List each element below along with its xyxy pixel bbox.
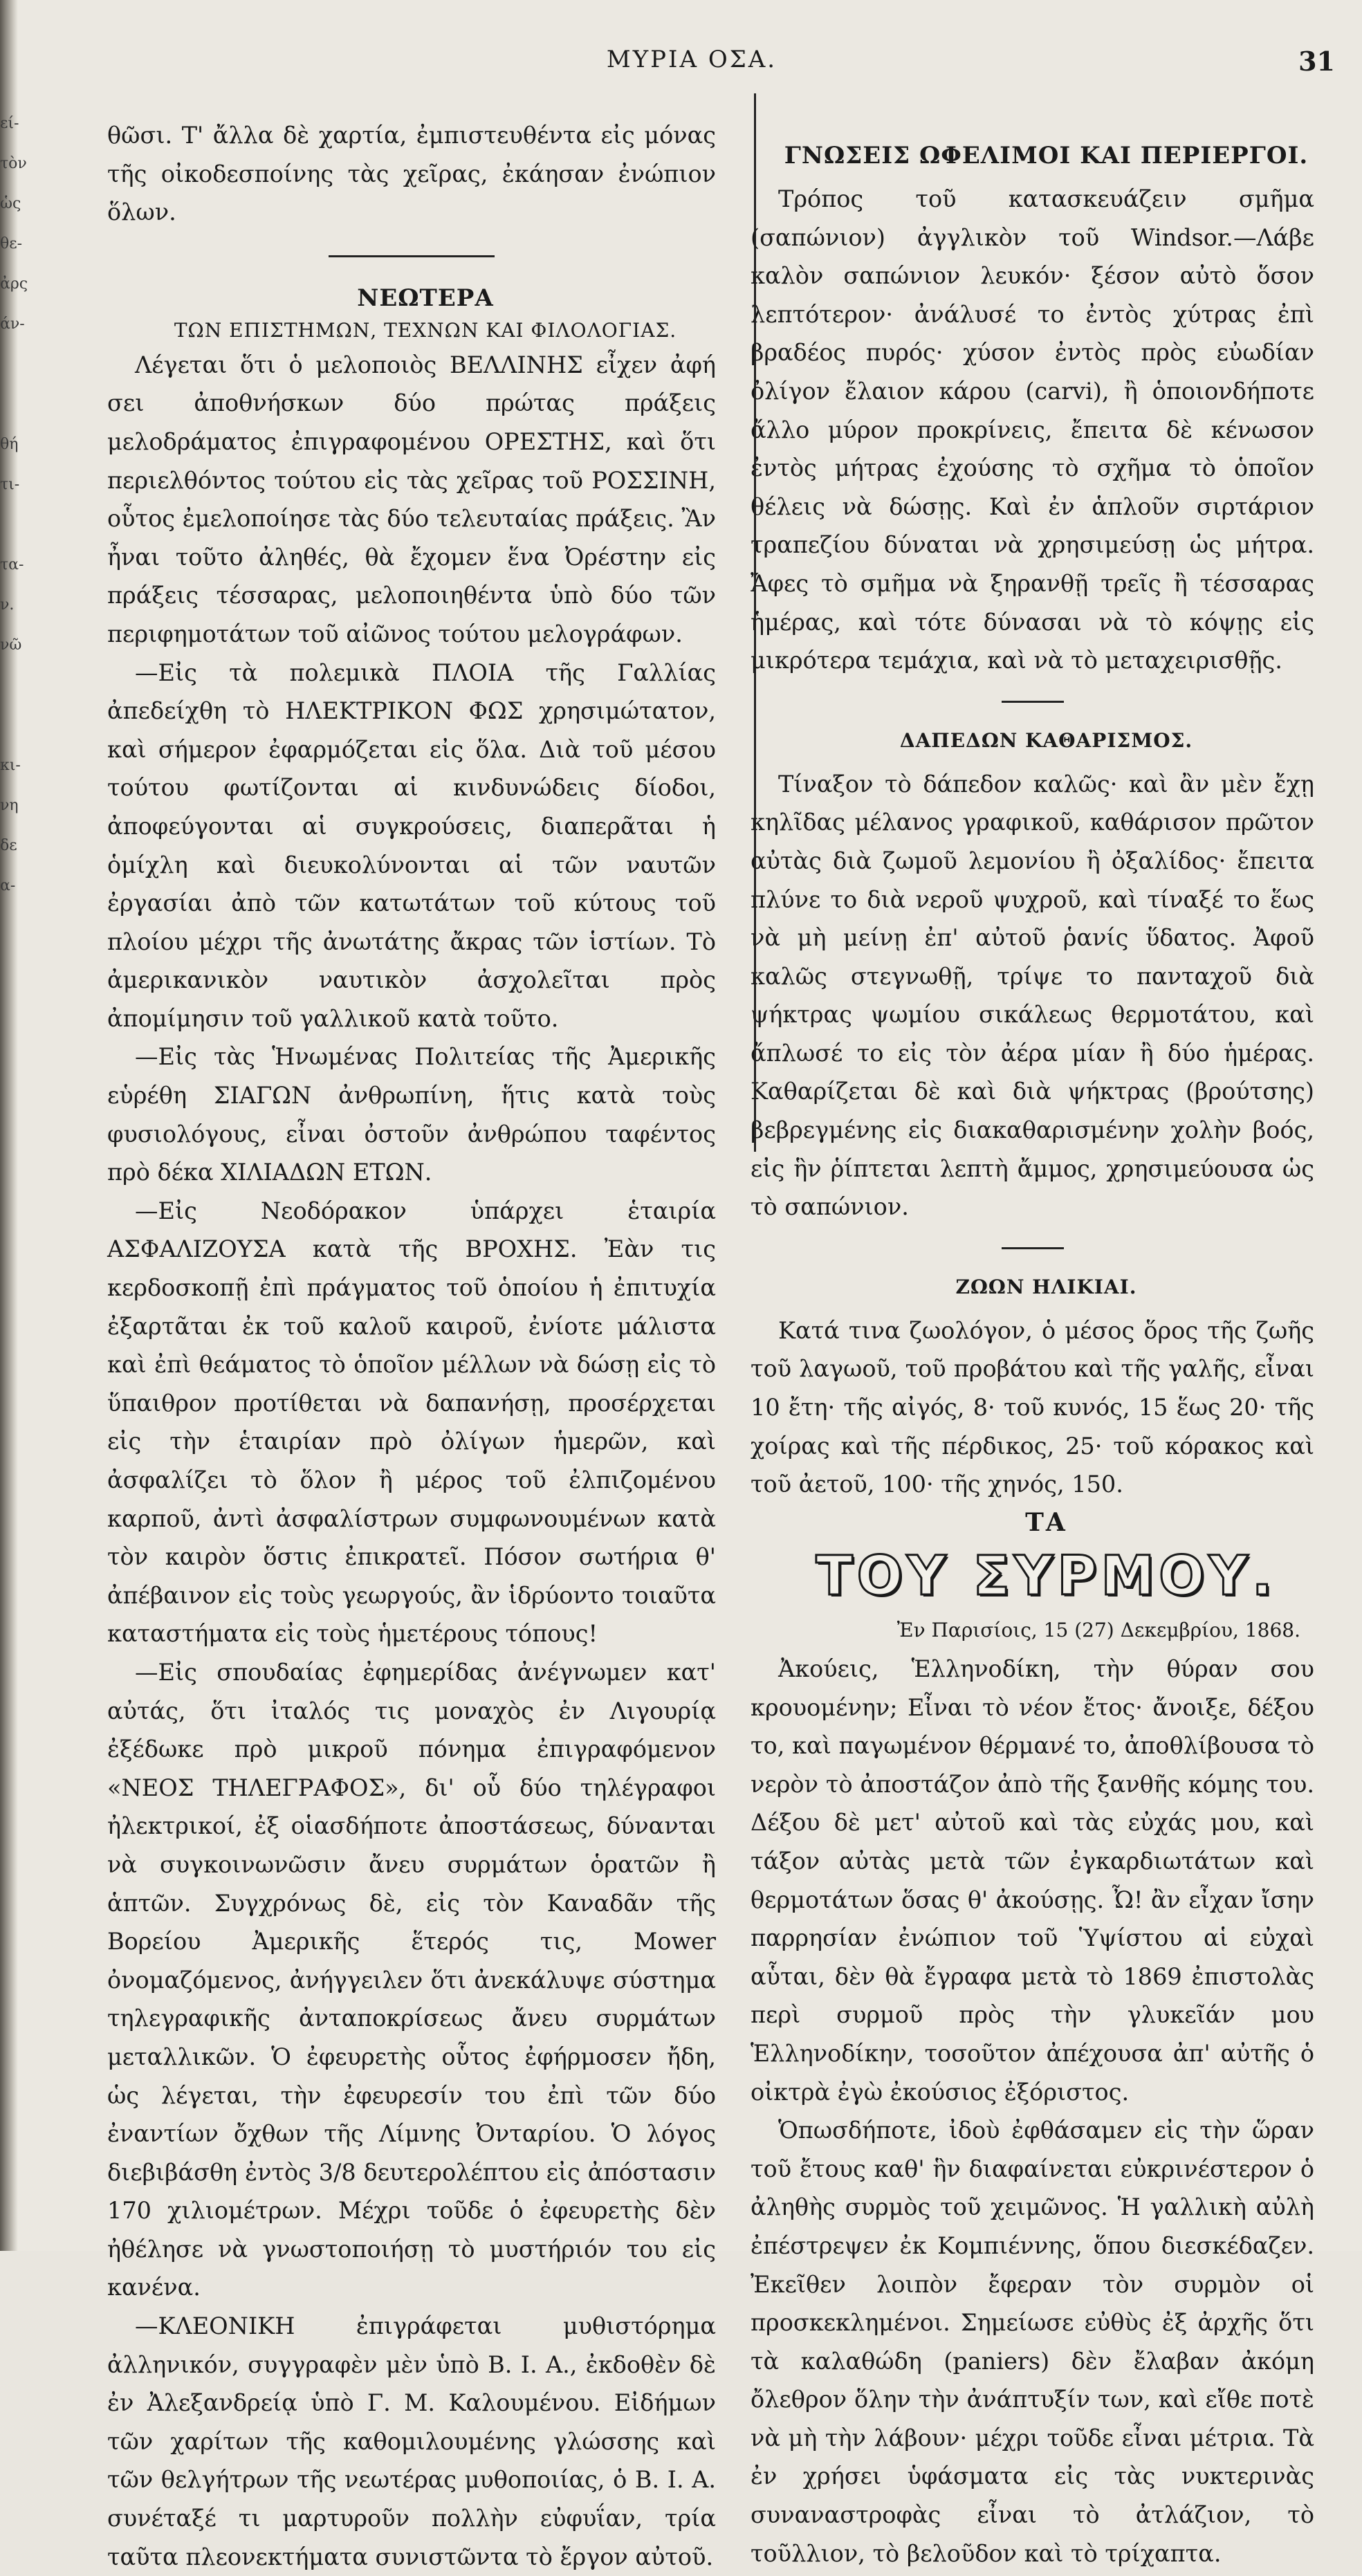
paragraph-continuation: θῶσι. Τ' ἄλλα δὲ χαρτία, ἐμπιστευθέντα εἰς μόνας τῆς οἰκοδεσποίνης τὰς χεῖρας, ἐκάησαν ἐνώπιον ὅλων. xyxy=(107,122,716,226)
running-title: ΜΥΡΙΑ ΟΣΑ. xyxy=(606,46,777,73)
article-soap: Τρόπος τοῦ κατασκευάζειν σμῆμα (σαπώνιον) ἀγγλικὸν τοῦ Windsor.—Λάβε καλὸν σαπώνιον λευκόν· ξέσον αὐτὸ ὅσον λεπτότερον· ἀνάλυσέ το ἐντὸς χύτρας ἐπὶ βραδέος πυρός· χύσον ἐντὸς πρὸς εὐωδίαν ὀλίγον ἔλαιον κάρου (carvi), ἢ ὁποιονδήποτε ἄλλο μύρον προκρίνεις, ἔπειτα δὲ κένωσον ἐντὸς μήτρας ἐχούσης τὸ σχῆμα τὸ ὁποῖον θέλεις νὰ δώσῃς. Καὶ ἐν ἁπλοῦν σιρτάριον τραπεζίου δύναται νὰ χρησιμεύσῃ ὡς μήτρα. Ἄφες τὸ σμῆμα νὰ ξηρανθῇ τρεῖς ἢ τέσσαρας ἡμέρας, καὶ τότε δύνασαι νὰ τὸ κόψῃς εἰς μικρότερα τεμάχια, καὶ νὰ τὸ μεταχειρισθῇς. xyxy=(751,185,1314,674)
dateline: Ἐν Παρισίοις, 15 (27) Δεκεμβρίου, 1868. xyxy=(896,1619,1300,1642)
news-item-kleoniki: —ΚΛΕΟΝΙΚΗ ἐπιγράφεται μυθιστόρημα ἀλληνικόν, συγγραφὲν μὲν ὑπὸ Β. Ι. Α., ἐκδοθὲν δὲ ἐν Ἀλεξανδρείᾳ ὑπὸ Γ. Μ. Καλουμένου. Εἰδήμων τῶν χαρίτων τῆς καθομιλουμένης γλώσσης καὶ τῶν θελγήτρων τῆς νεωτέρας μυθοποιίας, ὁ Β. Ι. Α. συνέταξέ τι μαρτυροῦν πολλὴν εὐφυΐαν, τρία ταῦτα πλεονεκτήματα συνιστῶντα τὸ ἔργον αὐτοῦ. xyxy=(107,2312,716,2570)
section-title-animal-ages: ΖΩΩΝ ΗΛΙΚΙΑΙ. xyxy=(955,1275,1137,1298)
news-item-electric-light: —Εἰς τὰ πολεμικὰ ΠΛΟΙΑ τῆς Γαλλίας ἀπεδείχθη τὸ ΗΛΕΚΤΡΙΚΟΝ ΦΩΣ χρησιμώτατον, καὶ σήμερον ἐφαρμόζεται εἰς ὅλα. Διὰ τοῦ μέσου τούτου φωτίζονται αἱ κινδυνώδεις δίοδοι, ἀποφεύγονται αἱ συγκρούσεις, διαπερᾶται ἡ ὁμίχλη καὶ διευκολύνονται αἱ τῶν ναυτῶν ἐργασίαι ἀπὸ τῶν κατωτάτων τοῦ κύτους τοῦ πλοίου μέχρι τῆς ἀνωτάτης ἄκρας τῶν ἱστίων. Τὸ ἀμερικανικὸν ναυτικὸν ἀσχολεῖται πρὸς ἀπομίμησιν τοῦ γαλλικοῦ κατὰ τοῦτο. xyxy=(107,659,716,1032)
news-item-telegraph: —Εἰς σπουδαίας ἐφημερίδας ἀνέγνωμεν κατ' αὐτάς, ὅτι ἰταλός τις μοναχὸς ἐν Λιγουρίᾳ ἐξέδωκε πρὸ μικροῦ πόνημα ἐπιγραφόμενον «ΝΕΟΣ ΤΗΛΕΓΡΑΦΟΣ», δι' οὗ δύο τηλέγραφοι ἠλεκτρικοί, ἐξ οἱασδήποτε ἀποστάσεως, δύνανται νὰ συγκοινωνῶσιν ἄνευ συρμάτων ὁρατῶν ἢ ἁπτῶν. Συγχρόνως δὲ, εἰς τὸν Καναδᾶν τῆς Βορείου Ἀμερικῆς ἕτερός τις, Mower ὀνομαζόμενος, ἀνήγγειλεν ὅτι ἀνεκάλυψε σύστημα τηλεγραφικῆς ἀνταποκρίσεως ἄνευ συρμάτων μεταλλικῶν. Ὁ ἐφευρετὴς οὗτος ἐφήρμοσεν ἤδη, ὡς λέγεται, τὴν ἐφευρεσίν του ἐπὶ τῶν δύο ἐναντίων ὄχθων τῆς Λίμνης Ὀνταρίου. Ὁ λόγος διεβιβάσθη ἐντὸς 3/8 δευτερολέπτου εἰς ἀπόστασιν 170 χιλιομέτρων. Μέχρι τοῦδε ὁ ἐφευρετὴς δὲν ἠθέλησε νὰ γνωστοποιήσῃ τὸ μυστήριόν του εἰς κανένα. xyxy=(107,1658,716,2301)
news-item-bellini: Λέγεται ὅτι ὁ μελοποιὸς ΒΕΛΛΙΝΗΣ εἶχεν ἀφή σει ἀποθνήσκων δύο πρώτας πράξεις μελοδράματος ἐπιγραφομένου ΟΡΕΣΤΗΣ, καὶ ὅτι περιελθόντος τούτου εἰς τὰς χεῖρας τοῦ ΡΟΣΣΙΝΗ, οὗτος ἐμελοποίησε τὰς δύο τελευταίας πράξεις. Ἂν ἦναι τοῦτο ἀληθές, θὰ ἔχομεν ἕνα Ὀρέστην εἰς πράξεις τέσσαρας, μελοποιηθέντα ὑπὸ δύο τῶν περιφημοτάτων τοῦ αἰῶνος τούτου μελογράφων. xyxy=(107,351,716,647)
page-number: 31 xyxy=(1298,46,1335,77)
news-item-rain-insurance: —Εἰς Νεοδόρακον ὑπάρχει ἑταιρία ΑΣΦΑΛΙΖΟΥΣΑ κατὰ τῆς ΒΡΟΧΗΣ. Ἐὰν τις κερδοσκοπῇ ἐπὶ πράγματος τοῦ ὁποίου ἡ ἐπιτυχία ἐξαρτᾶται ἐκ τοῦ καλοῦ καιροῦ, ἐνίοτε μάλιστα καὶ ἐπὶ θεάματος τὸ ὁποῖον μέλλων νὰ δώσῃ εἰς τὸ ὕπαιθρον προτίθεται νὰ δαπανήσῃ, προσέρχεται εἰς τὴν ἑταιρίαν πρὸ ὀλίγων ἡμερῶν, καὶ ἀσφαλίζει τὸ ὅλον ἢ μέρος τοῦ ἐλπιζομένου καρποῦ, ἀντὶ ἀσφαλίστρων συμφωνουμένων κατὰ τὸν καιρὸν ὅστις ἐπικρατεῖ. Πόσον σωτήρια θ' ἀπέβαινον εἰς τοὺς γεωργούς, ἂν ἱδρύοντο τοιαῦτα καταστήματα εἰς τοὺς ἡμετέρους τόπους! xyxy=(107,1197,716,1648)
section-title-newest: ΝΕΩΤΕΡΑ xyxy=(357,284,494,312)
fashion-letter-p1: Ἀκούεις, Ἑλληνοδίκη, τὴν θύραν σου κρουομένην; Εἶναι τὸ νέον ἔτος· ἄνοιξε, δέξου το, καὶ παγωμένον θέρμανέ το, ἀποθλίβουσα τὸ νερὸν τὸ ἀποστάζον ἀπὸ τῆς ξανθῆς κόμης του. Δέξου δὲ μετ' αὐτοῦ καὶ τὰς εὐχάς μου, καὶ τάξον αὐτὰς μετὰ τῶν ἐγκαρδιωτάτων καὶ θερμοτάτων ὅσας θ' ἀκούσῃς. Ὦ! ἂν εἶχαν ἴσην παρρησίαν ἐνώπιον τοῦ Ὑψίστου αἱ εὐχαὶ αὗται, δὲν θὰ ἔγραφα μετὰ τὸ 1869 ἐπιστολὰς περὶ συρμοῦ πρὸς τὴν γλυκεῖάν μου Ἑλληνοδίκην, τοσοῦτον ἀπέχουσα ἀπ' αὐτῆς ὁ οἰκτρὰ ἐγὼ ἐκούσιος ἐξόριστος. xyxy=(751,1655,1314,2106)
section-subtitle: ΤΩΝ ΕΠΙΣΤΗΜΩΝ, ΤΕΧΝΩΝ ΚΑΙ ΦΙΛΟΛΟΓΙΑΣ. xyxy=(174,318,677,342)
left-column xyxy=(107,116,716,2576)
adjacent-page-bleed: εί- τὸν ὡς θε- ἀρς άν- θή τι- τα- ν. νῶ κι- νη δε α- xyxy=(0,115,28,894)
article-floor-cleaning: Τίναξον τὸ δάπεδον καλῶς· καὶ ἂν μὲν ἔχῃ κηλῖδας μέλανος γραφικοῦ, καθάρισον πρῶτον αὐτὰς διὰ ζωμοῦ λεμονίου ἢ ὀξαλίδος· ἔπειτα πλύνε το διὰ νεροῦ ψυχροῦ, καὶ τίναξέ το ἕως νὰ μὴ μείνῃ ἐπ' αὐτοῦ ῥανίς ὕδατος. Ἀφοῦ καλῶς στεγνωθῇ, τρίψε το πανταχοῦ διὰ ψήκτρας ψωμίου σικάλεως θερμοτάτου, καὶ ἄπλωσέ το εἰς τὸν ἀέρα μίαν ἢ δύο ἡμέρας. Καθαρίζεται δὲ καὶ διὰ ψήκτρας (βρούτσης) βεβρεγμένης εἰς διακαθαρισμένην χολὴν βοός, εἰς ἣν ῥίπτεται λεπτὴ ἄμμος, χρησιμεύουσα ὡς τὸ σαπώνιον. xyxy=(751,770,1314,1221)
article-animal-ages: Κατά τινα ζωολόγον, ὁ μέσος ὅρος τῆς ζωῆς τοῦ λαγωοῦ, τοῦ προβάτου καὶ τῆς γαλῆς, εἶναι 10 ἔτη· τῆς αἰγός, 8· τοῦ κυνός, 15 ἕως 20· τῆς χοίρας καὶ τῆς πέρδικος, 25· τοῦ κόρακος καὶ τοῦ ἀετοῦ, 100· τῆς χηνός, 150. xyxy=(751,1316,1314,1498)
section-title-useful-knowledge: ΓΝΩΣΕΙΣ ΩΦΕΛΙΜΟΙ ΚΑΙ ΠΕΡΙΕΡΓΟΙ. xyxy=(784,142,1309,169)
section-rule xyxy=(1002,1247,1064,1249)
fashion-letter-p2: Ὁπωσδήποτε, ἰδοὺ ἐφθάσαμεν εἰς τὴν ὥραν τοῦ ἔτους καθ' ἣν διαφαίνεται εὐκρινέστερον ὁ ἀληθὴς συρμὸς τοῦ χειμῶνος. Ἡ γαλλικὴ αὐλὴ ἐπέστρεψεν ἐκ Κομπιέννης, ὅπου διεσκέδαζεν. Ἐκεῖθεν λοιπὸν ἔφεραν τὸν συρμὸν οἱ προσκεκλημένοι. Σημείωσε εὐθὺς ἐξ ἀρχῆς ὅτι τὰ καλαθώδη (paniers) δὲν ἔλαβαν ἀκόμη ὄλεθρον ὅλην τὴν ἀνάπτυξίν των, καὶ εἴθε ποτὲ νὰ μὴ τὴν λάβουν· μέχρι τοῦδε εἶναι μέτρια. Τὰ ἐν χρήσει ὑφάσματα εἰς τὰς νυκτερινὰς συναναστροφὰς εἶναι τὸ ἀτλάζιον, τὸ τοῦλλιον, τὸ βελοῦδον καὶ τὸ τρίχαπτα. xyxy=(751,2117,1314,2567)
masthead-article: ΤΑ xyxy=(1025,1507,1067,1537)
right-column xyxy=(751,138,1314,2573)
section-rule xyxy=(329,255,495,257)
news-item-jaw: —Εἰς τὰς Ἡνωμένας Πολιτείας τῆς Ἀμερικῆς εὑρέθη ΣΙΑΓΩΝ ἀνθρωπίνη, ἥτις κατὰ τοὺς φυσιολόγους, εἶναι ὀστοῦν ἀνθρώπου ταφέντος πρὸ δέκα ΧΙΛΙΑΔΩΝ ΕΤΩΝ. xyxy=(107,1043,716,1186)
section-title-floor-cleaning: ΔΑΠΕΔΩΝ ΚΑΘΑΡΙΣΜΟΣ. xyxy=(899,728,1193,752)
page-header xyxy=(42,46,1342,87)
masthead-title: ΤΟΥ ΣΥΡΜΟΥ. xyxy=(816,1545,1277,1608)
section-rule xyxy=(1002,701,1064,703)
